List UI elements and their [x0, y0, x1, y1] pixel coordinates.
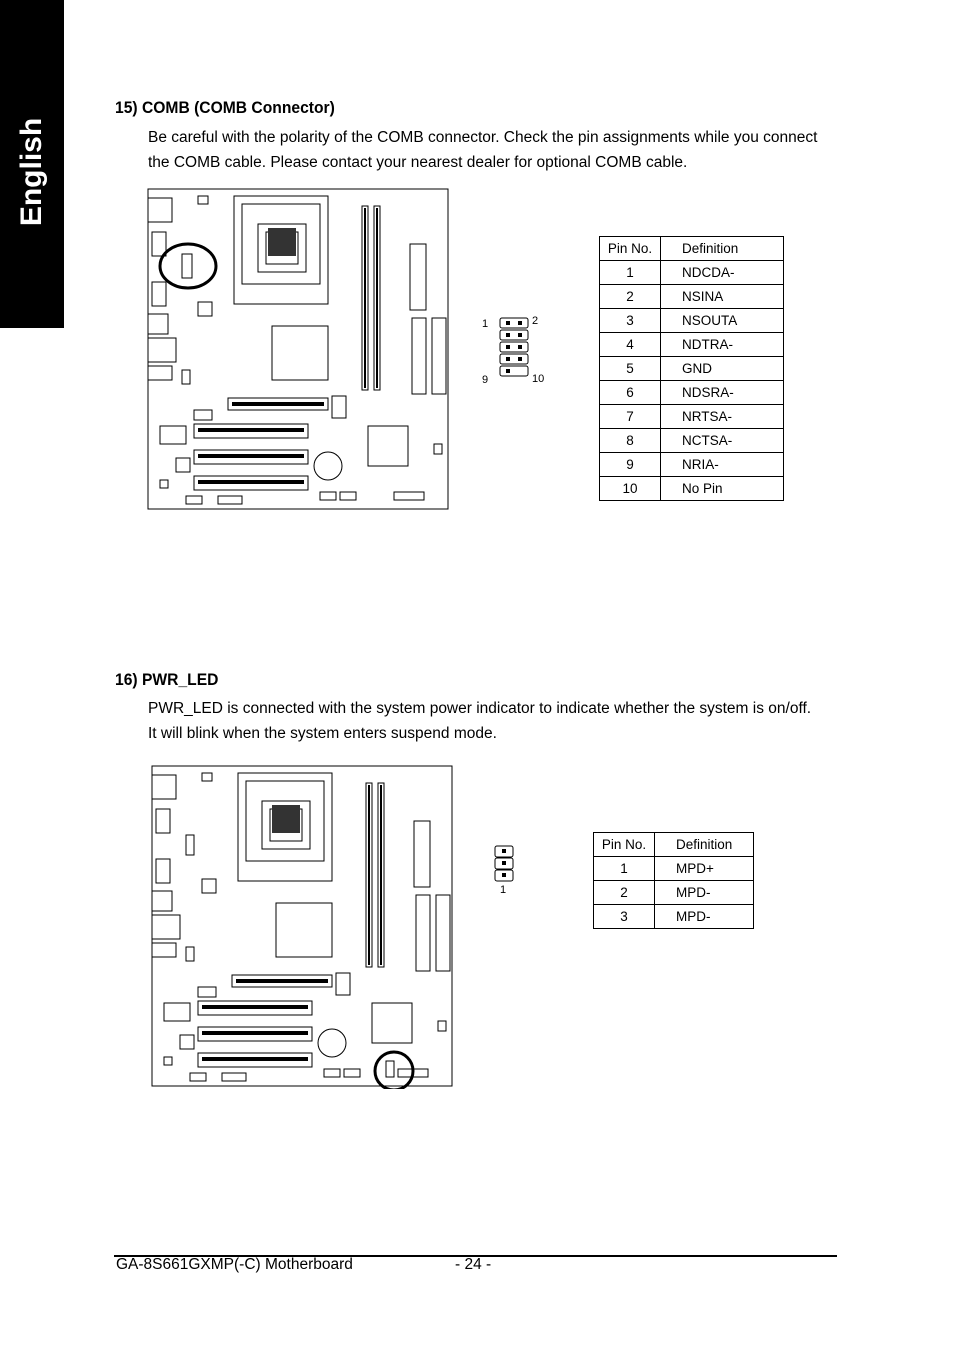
pin-definition: NDCDA- [661, 261, 784, 285]
pin-definition: MPD- [655, 881, 754, 905]
table-row [600, 333, 784, 357]
pin-definition: No Pin [661, 477, 784, 501]
table-header-pin: Pin No. [600, 237, 661, 261]
table-row [600, 429, 784, 453]
comb-pin-1-label: 1 [482, 318, 489, 330]
pin-number: 4 [600, 333, 661, 357]
table-row [594, 881, 754, 905]
language-side-tab [0, 0, 64, 328]
pin-definition: NSINA [661, 285, 784, 309]
footer-model: GA-8S661GXMP(-C) Motherboard [116, 1256, 353, 1273]
table-row [600, 381, 784, 405]
section-15-heading: 15) COMB (COMB Connector) [115, 98, 335, 117]
table-row [600, 285, 784, 309]
motherboard-diagram-pwr-led [150, 765, 456, 1089]
comb-pin-2-label: 2 [532, 315, 539, 327]
pin-number: 2 [594, 881, 655, 905]
table-header-row [594, 833, 754, 857]
section-16-body [148, 696, 811, 746]
section-15-body-line: Be careful with the polarity of the COMB connector. Check the pin assignments while you connect [148, 129, 818, 146]
pin-definition: MPD- [655, 905, 754, 929]
section-16-heading: 16) PWR_LED [115, 670, 219, 689]
table-header-definition: Definition [655, 833, 754, 857]
table-row [600, 477, 784, 501]
table-row [600, 261, 784, 285]
pin-definition: NRIA- [661, 453, 784, 477]
section-15-body-line: the COMB cable. Please contact your nearest dealer for optional COMB cable. [148, 154, 688, 171]
pwr-led-pin-1-label: 1 [500, 884, 507, 896]
pin-definition: NSOUTA [661, 309, 784, 333]
pin-number: 1 [600, 261, 661, 285]
language-label: English [15, 117, 48, 227]
table-header-row [600, 237, 784, 261]
motherboard-diagram-comb [146, 188, 452, 512]
pin-number: 6 [600, 381, 661, 405]
pin-definition: MPD+ [655, 857, 754, 881]
table-row [594, 857, 754, 881]
pin-number: 3 [594, 905, 655, 929]
comb-pin-diagram [496, 316, 532, 388]
pin-definition: NDSRA- [661, 381, 784, 405]
pin-definition: NCTSA- [661, 429, 784, 453]
section-15-body [148, 125, 817, 175]
section-16-body-line: It will blink when the system enters suspend mode. [148, 725, 497, 742]
pin-number: 5 [600, 357, 661, 381]
pin-number: 10 [600, 477, 661, 501]
pin-definition: NRTSA- [661, 405, 784, 429]
table-row [600, 405, 784, 429]
pwr-led-pin-table [593, 832, 754, 929]
pin-number: 8 [600, 429, 661, 453]
table-row [600, 453, 784, 477]
comb-pin-10-label: 10 [532, 373, 545, 385]
pin-number: 7 [600, 405, 661, 429]
table-header-pin: Pin No. [594, 833, 655, 857]
pin-number: 2 [600, 285, 661, 309]
pin-definition: NDTRA- [661, 333, 784, 357]
pwr-led-pin-diagram [492, 845, 516, 885]
table-header-definition: Definition [661, 237, 784, 261]
pin-definition: GND [661, 357, 784, 381]
table-row [594, 905, 754, 929]
table-row [600, 357, 784, 381]
pin-number: 9 [600, 453, 661, 477]
section-16-body-line: PWR_LED is connected with the system power indicator to indicate whether the system is on/off. [148, 700, 812, 717]
comb-pin-9-label: 9 [482, 374, 489, 386]
comb-pin-table [599, 236, 784, 501]
footer-page-number: - 24 - [455, 1256, 492, 1273]
table-row [600, 309, 784, 333]
pin-number: 3 [600, 309, 661, 333]
pin-number: 1 [594, 857, 655, 881]
